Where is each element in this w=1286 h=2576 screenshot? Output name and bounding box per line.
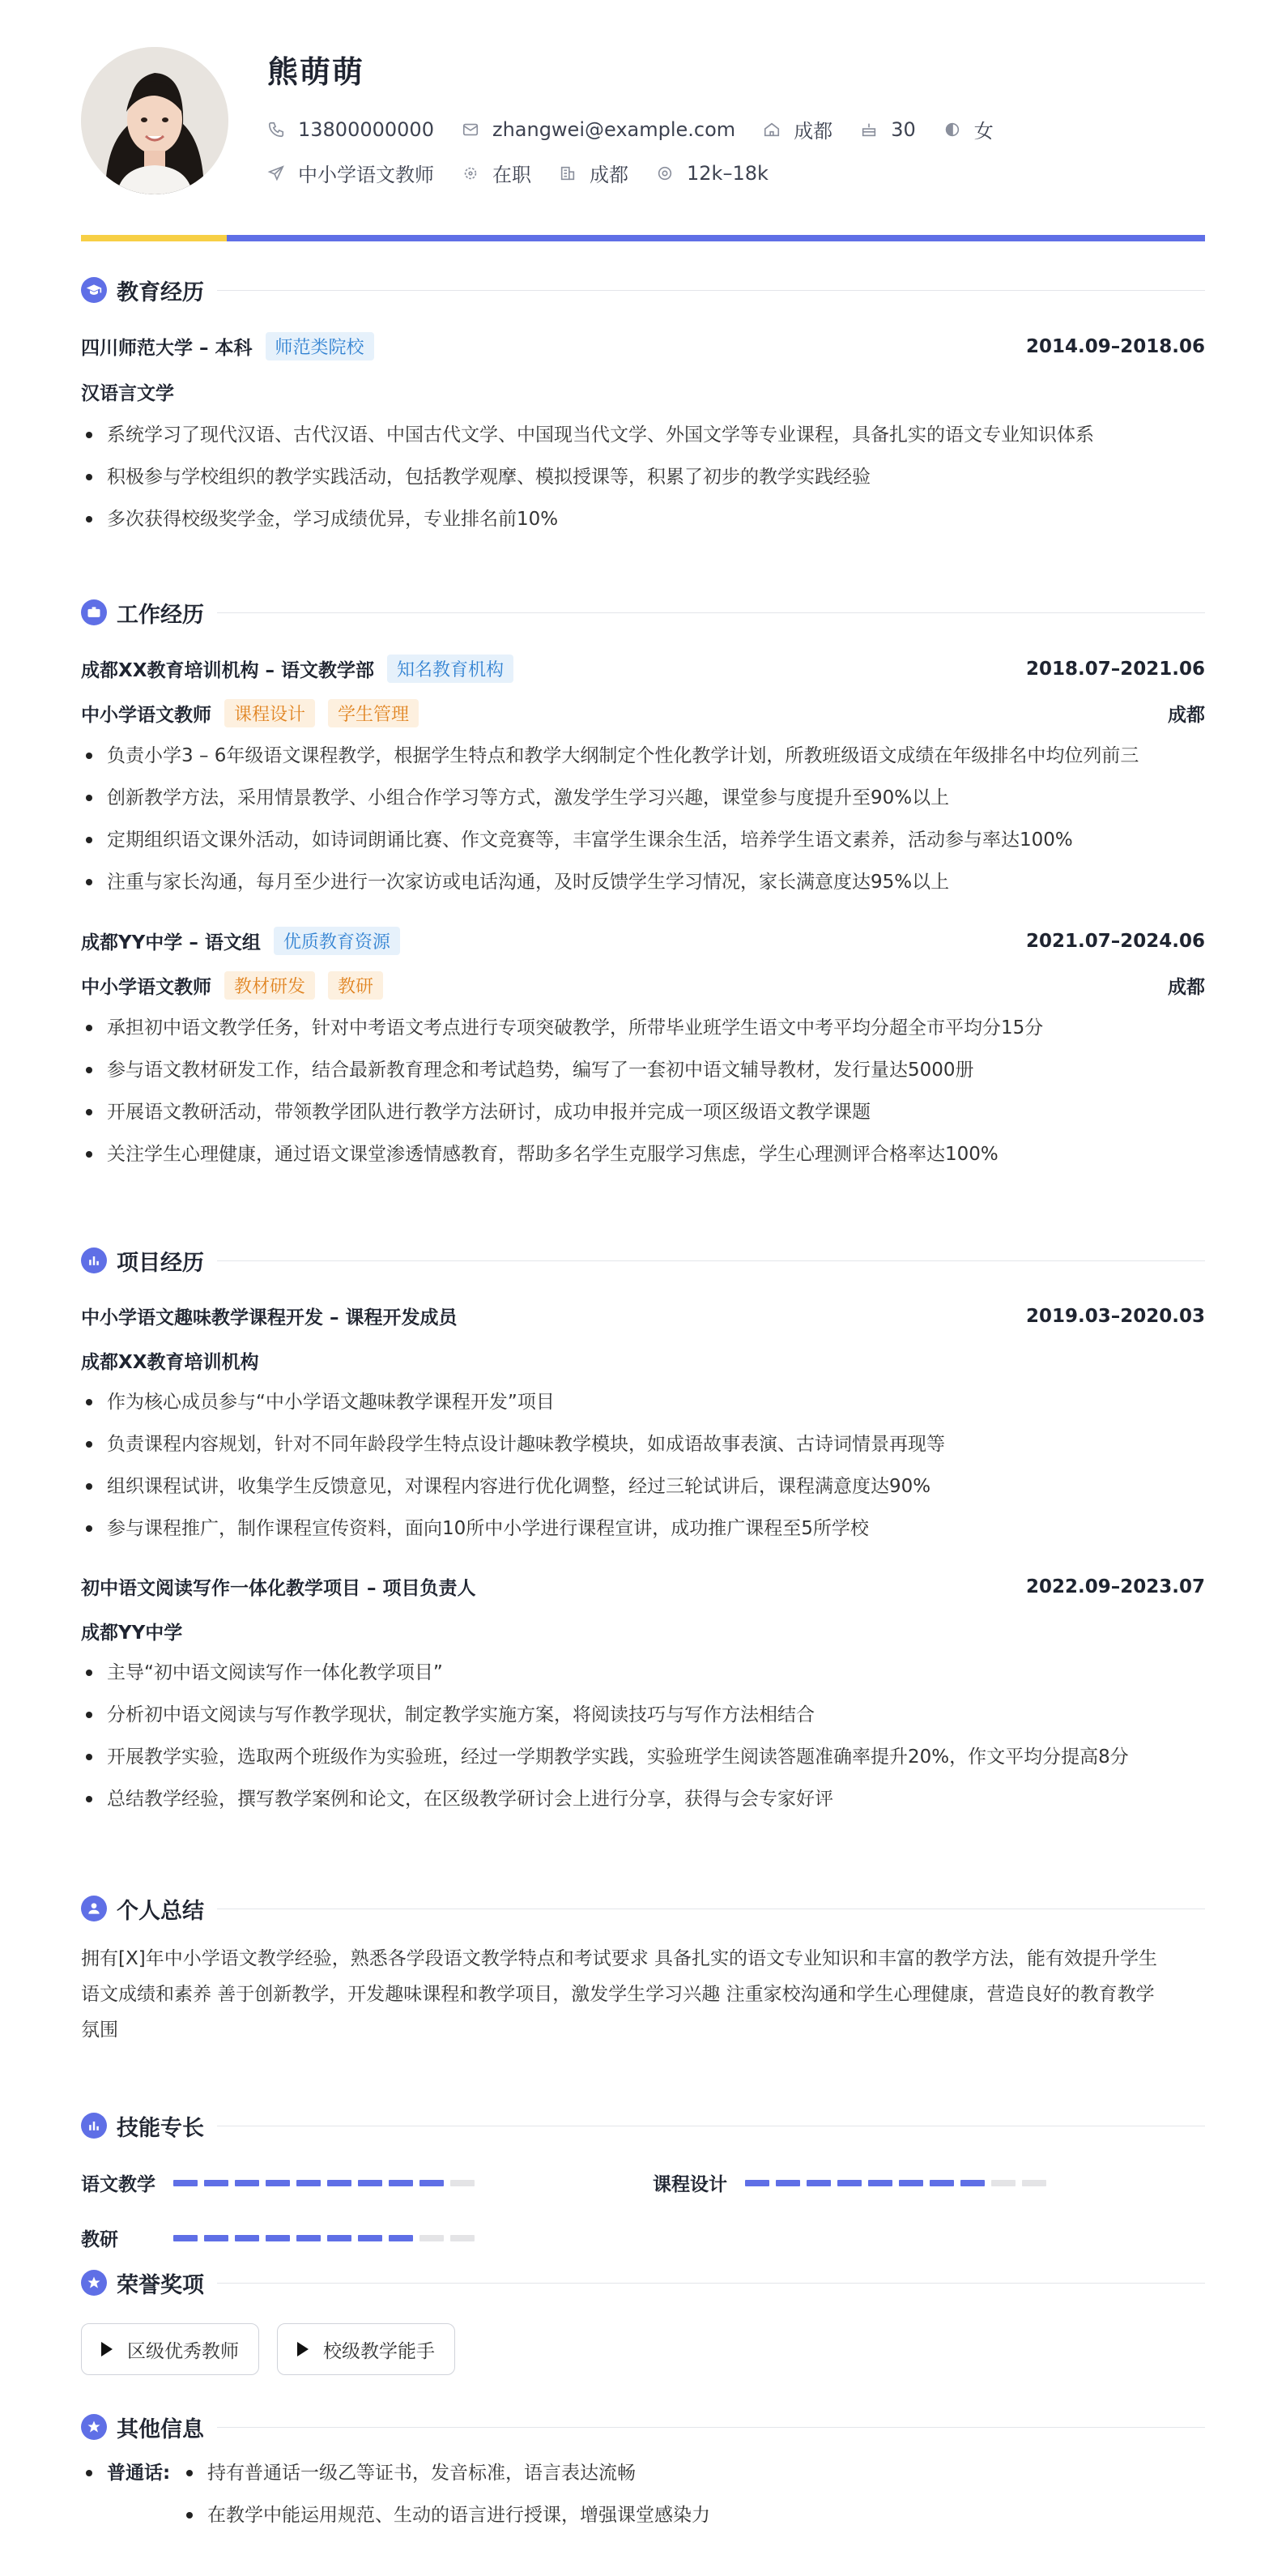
- summary-line: 拥有[X]年中小学语文教学经验，熟悉各学段语文教学特点和考试要求 具备扎实的语文专业知识和丰富的教学方法，能有效提升学生: [81, 1948, 1158, 1969]
- skill-level-bar: [173, 2180, 481, 2186]
- avatar: [81, 47, 228, 194]
- project-name: 中小学语文趣味教学课程开发 – 课程开发成员: [81, 1307, 458, 1329]
- age-text: 30: [891, 117, 916, 141]
- skill-dash-empty: [419, 2235, 444, 2241]
- list-item: 主导“初中语文阅读写作一体化教学项目”: [81, 1661, 1205, 1685]
- list-item: 创新教学方法，采用情景教学、小组合作学习等方式，激发学生学习兴趣，课堂参与度提升至90%以上: [81, 786, 1205, 810]
- skill-dash-filled: [776, 2180, 800, 2186]
- list-item: 关注学生心理健康，通过语文课堂渗透情感教育，帮助多名学生克服学习焦虑，学生心理测评合格率达100%: [81, 1142, 1205, 1166]
- target-job-item: [267, 159, 434, 187]
- status-icon: [462, 164, 479, 182]
- cake-icon: [860, 121, 878, 139]
- work-bullets: [81, 1016, 1205, 1166]
- status-text: 在职: [492, 164, 531, 186]
- section-title: 教育经历: [117, 279, 204, 305]
- skill-dash-filled: [389, 2235, 413, 2241]
- send-icon: [267, 164, 285, 182]
- section-title: 个人总结: [117, 1898, 204, 1924]
- section-title: 工作经历: [117, 602, 204, 628]
- summary-line: 语文成绩和素养 善于创新教学，开发趣味课程和教学项目，激发学生学习兴趣 注重家校沟通和学生心理健康，营造良好的教育教学: [81, 1984, 1155, 2005]
- award-item[interactable]: [277, 2323, 455, 2375]
- honors-section: [81, 2267, 1205, 2388]
- skill-dash-filled: [837, 2180, 862, 2186]
- award-label: 区级优秀教师: [127, 2340, 239, 2362]
- home-icon: [763, 121, 781, 139]
- project-date: 2019.03–2020.03: [1025, 1305, 1205, 1327]
- skill-dash-filled: [807, 2180, 831, 2186]
- list-item: 积极参与学校组织的教学实践活动，包括教学观摩、模拟授课等，积累了初步的教学实践经验: [81, 465, 1205, 489]
- work-skill-tag: 学生管理: [328, 699, 419, 727]
- skill-dash-filled: [899, 2180, 923, 2186]
- skill-dash-filled: [868, 2180, 892, 2186]
- skill-dash-filled: [173, 2235, 198, 2241]
- project-org: 成都YY中学: [81, 1623, 183, 1644]
- building-icon: [559, 164, 577, 182]
- other-mandarin: [81, 2461, 1205, 2534]
- summary-text: [81, 1941, 1205, 2048]
- age-item: [860, 118, 916, 141]
- skill-dash-filled: [296, 2180, 321, 2186]
- list-item: 分析初中语文阅读与写作教学现状，制定教学实施方案，将阅读技巧与写作方法相结合: [81, 1703, 1205, 1727]
- school-name: 四川师范大学 – 本科: [81, 338, 253, 359]
- contact-row: [267, 115, 1021, 143]
- section-divider: [217, 290, 1205, 291]
- phone-icon: [267, 121, 285, 139]
- skill-dash-filled: [358, 2180, 382, 2186]
- skill-dash-filled: [204, 2235, 228, 2241]
- section-divider: [217, 612, 1205, 613]
- section-divider: [217, 2283, 1205, 2284]
- target-city-item: [559, 159, 628, 187]
- skill-level-bar: [745, 2180, 1053, 2186]
- other-label-item: [81, 2461, 170, 2485]
- divider-blue: [227, 235, 1205, 241]
- section-title: 技能专长: [117, 2115, 204, 2141]
- section-divider: [217, 1260, 1205, 1261]
- award-label: 校级教学能手: [323, 2340, 435, 2362]
- mail-icon: [462, 121, 479, 139]
- project-org: 成都XX教育培训机构: [81, 1352, 259, 1373]
- skill-dash-filled: [173, 2180, 198, 2186]
- location-text: 成都: [794, 120, 833, 143]
- skill-row: [653, 2169, 1053, 2196]
- work-entry-header: [81, 927, 1205, 955]
- work-bullets: [81, 744, 1205, 894]
- list-item: 系统学习了现代汉语、古代汉语、中国古代文学、中国现当代文学、外国文学等专业课程，具备扎实的语文专业知识体系: [81, 423, 1205, 447]
- play-triangle-icon: [101, 2342, 113, 2356]
- target-city-text: 成都: [590, 164, 628, 186]
- medal-icon: [81, 2270, 107, 2296]
- work-org: 成都YY中学 – 语文组: [81, 932, 261, 953]
- skill-dash-empty: [991, 2180, 1016, 2186]
- skill-name: 课程设计: [653, 2174, 727, 2195]
- work-role: 中小学语文教师: [81, 705, 211, 726]
- work-org-tag: 知名教育机构: [387, 655, 513, 683]
- info-icon: [81, 2414, 107, 2440]
- list-item: 定期组织语文课外活动，如诗词朗诵比赛、作文竞赛等，丰富学生课余生活，培养学生语文素养，活动参与率达100%: [81, 828, 1205, 852]
- target-job-text: 中小学语文教师: [298, 164, 434, 186]
- skill-dash-filled: [930, 2180, 954, 2186]
- other-label: 普通话:: [107, 2463, 171, 2484]
- list-item: 多次获得校级奖学金，学习成绩优异，专业排名前10%: [81, 507, 1205, 531]
- skill-dash-filled: [358, 2235, 382, 2241]
- project-name: 初中语文阅读写作一体化教学项目 – 项目负责人: [81, 1578, 476, 1599]
- work-org: 成都XX教育培训机构 – 语文教学部: [81, 660, 374, 681]
- skill-dash-filled: [204, 2180, 228, 2186]
- bar-chart-icon: [81, 1247, 107, 1273]
- list-item: 负责小学3 – 6年级语文课程教学，根据学生特点和教学大纲制定个性化教学计划，所教班级语文成绩在年级排名中均位列前三: [81, 744, 1205, 768]
- list-item: 作为核心成员参与“中小学语文趣味教学课程开发”项目: [81, 1390, 1205, 1414]
- list-item: 总结教学经验，撰写教学案例和论文，在区级教学研讨会上进行分享，获得与会专家好评: [81, 1787, 1205, 1811]
- major-name: 汉语言文学: [81, 383, 174, 404]
- list-item: 参与语文教材研发工作，结合最新教育理念和考试趋势，编写了一套初中语文辅导教材，发行量达5000册: [81, 1058, 1205, 1082]
- skill-dash-filled: [266, 2235, 290, 2241]
- list-item: 持有普通话一级乙等证书，发音标准，语言表达流畅: [181, 2461, 710, 2485]
- status-item: [462, 159, 531, 187]
- gender-item: [943, 115, 994, 143]
- work-city: 成都: [1168, 977, 1205, 998]
- phone-item[interactable]: [267, 118, 434, 141]
- education-section: [81, 274, 1205, 531]
- salary-item: [656, 162, 769, 185]
- award-item[interactable]: [81, 2323, 259, 2375]
- resume-header: [81, 0, 1205, 243]
- other-section: [81, 2411, 1205, 2534]
- project-date: 2022.09–2023.07: [1025, 1576, 1205, 1597]
- list-item: 参与课程推广，制作课程宣传资料，面向10所中小学进行课程宣讲，成功推广课程至5所学校: [81, 1516, 1205, 1541]
- work-org-tag: 优质教育资源: [274, 927, 400, 955]
- skills-section: [81, 2109, 1205, 2250]
- projects-section: [81, 1244, 1205, 1811]
- list-item: 负责课程内容规划，针对不同年龄段学生特点设计趣味教学模块，如成语故事表演、古诗词情景再现等: [81, 1432, 1205, 1456]
- job-intent-row: [267, 159, 796, 187]
- list-item: 开展语文教研活动，带领教学团队进行教学方法研讨，成功申报并完成一项区级语文教学课题: [81, 1100, 1205, 1124]
- list-item: 承担初中语文教学任务，针对中考语文考点进行专项突破教学，所带毕业班学生语文中考平均分超全市平均分15分: [81, 1016, 1205, 1040]
- briefcase-icon: [81, 599, 107, 625]
- graduation-cap-icon: [81, 277, 107, 303]
- skill-dash-filled: [327, 2235, 351, 2241]
- location-item: [763, 115, 832, 143]
- skill-dash-filled: [327, 2180, 351, 2186]
- project-entry-header: [81, 1573, 1205, 1600]
- skill-row: [81, 2169, 481, 2196]
- avatar-portrait-icon: [81, 47, 228, 194]
- work-date: 2021.07–2024.06: [1025, 930, 1205, 952]
- work-skill-tag: 课程设计: [224, 699, 315, 727]
- education-date: 2014.09–2018.06: [1025, 335, 1205, 357]
- section-title: 荣誉奖项: [117, 2272, 204, 2298]
- coin-icon: [656, 164, 674, 182]
- email-item[interactable]: [462, 118, 735, 141]
- candidate-name: 熊萌萌: [267, 54, 365, 90]
- skill-dash-filled: [296, 2235, 321, 2241]
- work-entry-header: [81, 655, 1205, 683]
- skill-dash-filled: [235, 2235, 259, 2241]
- education-entry-header: [81, 332, 1205, 360]
- salary-text: 12k–18k: [687, 161, 769, 185]
- work-role-row: [81, 699, 1205, 727]
- work-skill-tag: 教材研发: [224, 971, 315, 1000]
- email-text: zhangwei@example.com: [492, 117, 736, 141]
- skill-dash-filled: [266, 2180, 290, 2186]
- skill-dash-empty: [1022, 2180, 1046, 2186]
- skill-dash-filled: [960, 2180, 985, 2186]
- work-city: 成都: [1168, 705, 1205, 726]
- list-item: 开展教学实验，选取两个班级作为实验班，经过一学期教学实践，实验班学生阅读答题准确率提升20%，作文平均分提高8分: [81, 1745, 1205, 1769]
- skill-dash-empty: [450, 2180, 475, 2186]
- skill-dash-filled: [235, 2180, 259, 2186]
- list-item: 在教学中能运用规范、生动的语言进行授课，增强课堂感染力: [181, 2503, 710, 2527]
- work-role: 中小学语文教师: [81, 977, 211, 998]
- section-divider: [217, 2427, 1205, 2428]
- project-bullets: [81, 1661, 1205, 1811]
- skill-row: [81, 2224, 481, 2251]
- skill-name: 语文教学: [81, 2174, 155, 2195]
- play-triangle-icon: [297, 2342, 309, 2356]
- bar-chart-icon: [81, 2113, 107, 2139]
- gender-icon: [943, 121, 961, 139]
- skill-dash-filled: [745, 2180, 769, 2186]
- summary-line: 氛围: [81, 2019, 118, 2041]
- section-title: 其他信息: [117, 2416, 204, 2442]
- summary-section: [81, 1892, 1205, 2048]
- school-tag: 师范类院校: [266, 332, 374, 360]
- skill-name: 教研: [81, 2229, 118, 2250]
- project-entry-header: [81, 1303, 1205, 1329]
- list-item: 注重与家长沟通，每月至少进行一次家访或电话沟通，及时反馈学生学习情况，家长满意度达95%以上: [81, 870, 1205, 894]
- skill-level-bar: [173, 2235, 481, 2241]
- other-bullets: [181, 2461, 710, 2527]
- project-bullets: [81, 1390, 1205, 1541]
- section-title: 项目经历: [117, 1250, 204, 1276]
- work-section: [81, 596, 1205, 1166]
- divider-yellow: [81, 235, 227, 241]
- work-date: 2018.07–2021.06: [1025, 658, 1205, 680]
- header-divider-bar: [81, 235, 1205, 241]
- skill-dash-filled: [389, 2180, 413, 2186]
- phone-text: 13800000000: [298, 117, 434, 141]
- gender-text: 女: [973, 120, 994, 143]
- education-bullets: [81, 423, 1205, 531]
- user-icon: [81, 1896, 107, 1921]
- skill-dash-filled: [419, 2180, 444, 2186]
- list-item: 组织课程试讲，收集学生反馈意见，对课程内容进行优化调整，经过三轮试讲后，课程满意度达90%: [81, 1474, 1205, 1499]
- work-skill-tag: 教研: [328, 971, 383, 1000]
- work-role-row: [81, 971, 1205, 1000]
- skill-dash-empty: [450, 2235, 475, 2241]
